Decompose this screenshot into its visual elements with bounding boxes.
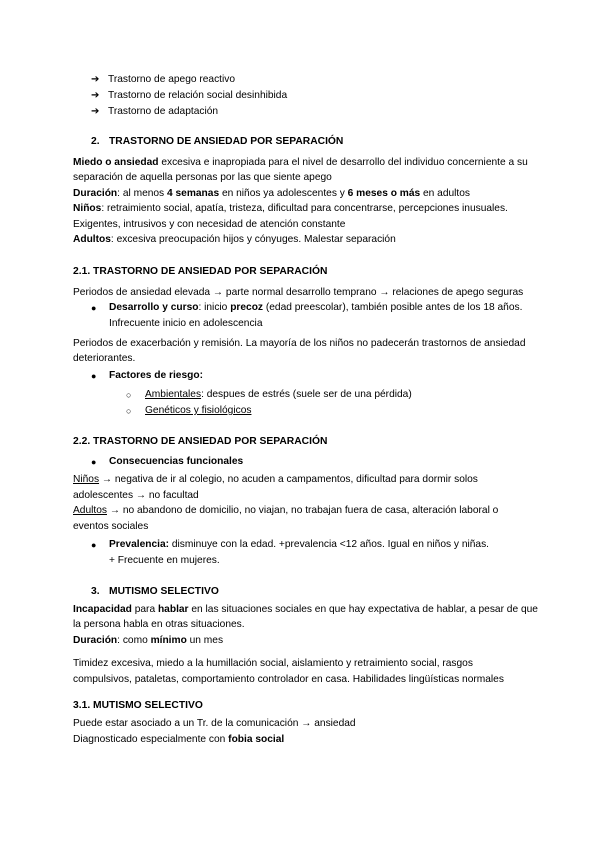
- section-heading: 2.2. TRASTORNO DE ANSIEDAD POR SEPARACIÓN: [73, 436, 328, 447]
- paragraph-line: Incapacidad para hablar en las situaciones sociales en que hay expectativa de hablar, a pesar de que: [73, 604, 538, 615]
- section-heading: 2.1. TRASTORNO DE ANSIEDAD POR SEPARACIÓN: [73, 266, 328, 277]
- section-heading: 2. TRASTORNO DE ANSIEDAD POR SEPARACIÓN: [91, 136, 344, 147]
- paragraph-line: Adultos → no abandono de domicilio, no viajan, no trabajan fuera de casa, alteración laboral o: [73, 505, 499, 516]
- paragraph-line: Periodos de exacerbación y remisión. La mayoría de los niños no padecerán trastornos de ansiedad: [73, 338, 526, 349]
- bullet-icon: ●: [91, 303, 97, 313]
- arrow-list-item: ➔ Trastorno de apego reactivo: [91, 72, 235, 88]
- paragraph-line: adolescentes → no facultad: [73, 490, 199, 501]
- section-heading: 3.1. MUTISMO SELECTIVO: [73, 700, 203, 711]
- sub-bullet-item: Genéticos y fisiológicos: [145, 405, 252, 416]
- paragraph-line: Duración: como mínimo un mes: [73, 635, 224, 646]
- paragraph-line: Adultos: excesiva preocupación hijos y cónyuges. Malestar separación: [73, 234, 396, 245]
- bullet-item: Desarrollo y curso: inicio precoz (edad preescolar), también posible antes de los 18 años.: [109, 302, 523, 313]
- paragraph-line: separación de aquella personas por las que siente apego: [73, 172, 332, 183]
- paragraph-line: compulsivos, pataletas, comportamiento controlador en casa. Habilidades lingüísticas normales: [73, 674, 504, 685]
- arrow-list-item: ➔ Trastorno de adaptación: [91, 104, 218, 120]
- bullet-icon: ●: [91, 371, 97, 381]
- paragraph-line: Duración: al menos 4 semanas en niños ya adolescentes y 6 meses o más en adultos: [73, 188, 471, 199]
- paragraph-line: la persona habla en otras situaciones.: [73, 619, 245, 630]
- bullet-item: Prevalencia: disminuye con la edad. +prevalencia <12 años. Igual en niños y niñas.: [109, 539, 490, 550]
- sub-bullet-item: Ambientales: despues de estrés (suele ser de una pérdida): [145, 389, 412, 400]
- arrow-icon: ➔: [91, 106, 100, 117]
- bullet-item: Consecuencias funcionales: [109, 456, 244, 467]
- paragraph-line: eventos sociales: [73, 521, 149, 532]
- bullet-icon: ●: [91, 540, 97, 550]
- bullet-item-line: + Frecuente en mujeres.: [109, 555, 220, 566]
- arrow-icon: ➔: [91, 90, 100, 101]
- paragraph-line: Puede estar asociado a un Tr. de la comunicación → ansiedad: [73, 718, 356, 729]
- paragraph-line: Niños → negativa de ir al colegio, no acuden a campamentos, dificultad para dormir solos: [73, 474, 478, 485]
- circle-bullet-icon: ○: [126, 390, 132, 400]
- bullet-item-line: Infrecuente inicio en adolescencia: [109, 318, 263, 329]
- paragraph-line: deteriorantes.: [73, 353, 136, 364]
- paragraph-line: Timidez excesiva, miedo a la humillación social, aislamiento y retraimiento social, rasgos: [73, 658, 473, 669]
- paragraph-line: Miedo o ansiedad excesiva e inapropiada para el nivel de desarrollo del individuo concerniente a su: [73, 157, 528, 168]
- paragraph-line: Periodos de ansiedad elevada → parte normal desarrollo temprano → relaciones de apego seguras: [73, 287, 524, 298]
- paragraph-line: Diagnosticado especialmente con fobia social: [73, 734, 285, 745]
- paragraph-line: Niños: retraimiento social, apatía, tristeza, dificultad para concentrarse, percepciones inusuales.: [73, 203, 508, 214]
- paragraph-line: Exigentes, intrusivos y con necesidad de atención constante: [73, 219, 346, 230]
- arrow-icon: ➔: [91, 74, 100, 85]
- section-heading: 3. MUTISMO SELECTIVO: [91, 586, 219, 597]
- bullet-icon: ●: [91, 457, 97, 467]
- bullet-item: Factores de riesgo:: [109, 370, 203, 381]
- arrow-list-item: ➔ Trastorno de relación social desinhibida: [91, 88, 287, 104]
- circle-bullet-icon: ○: [126, 406, 132, 416]
